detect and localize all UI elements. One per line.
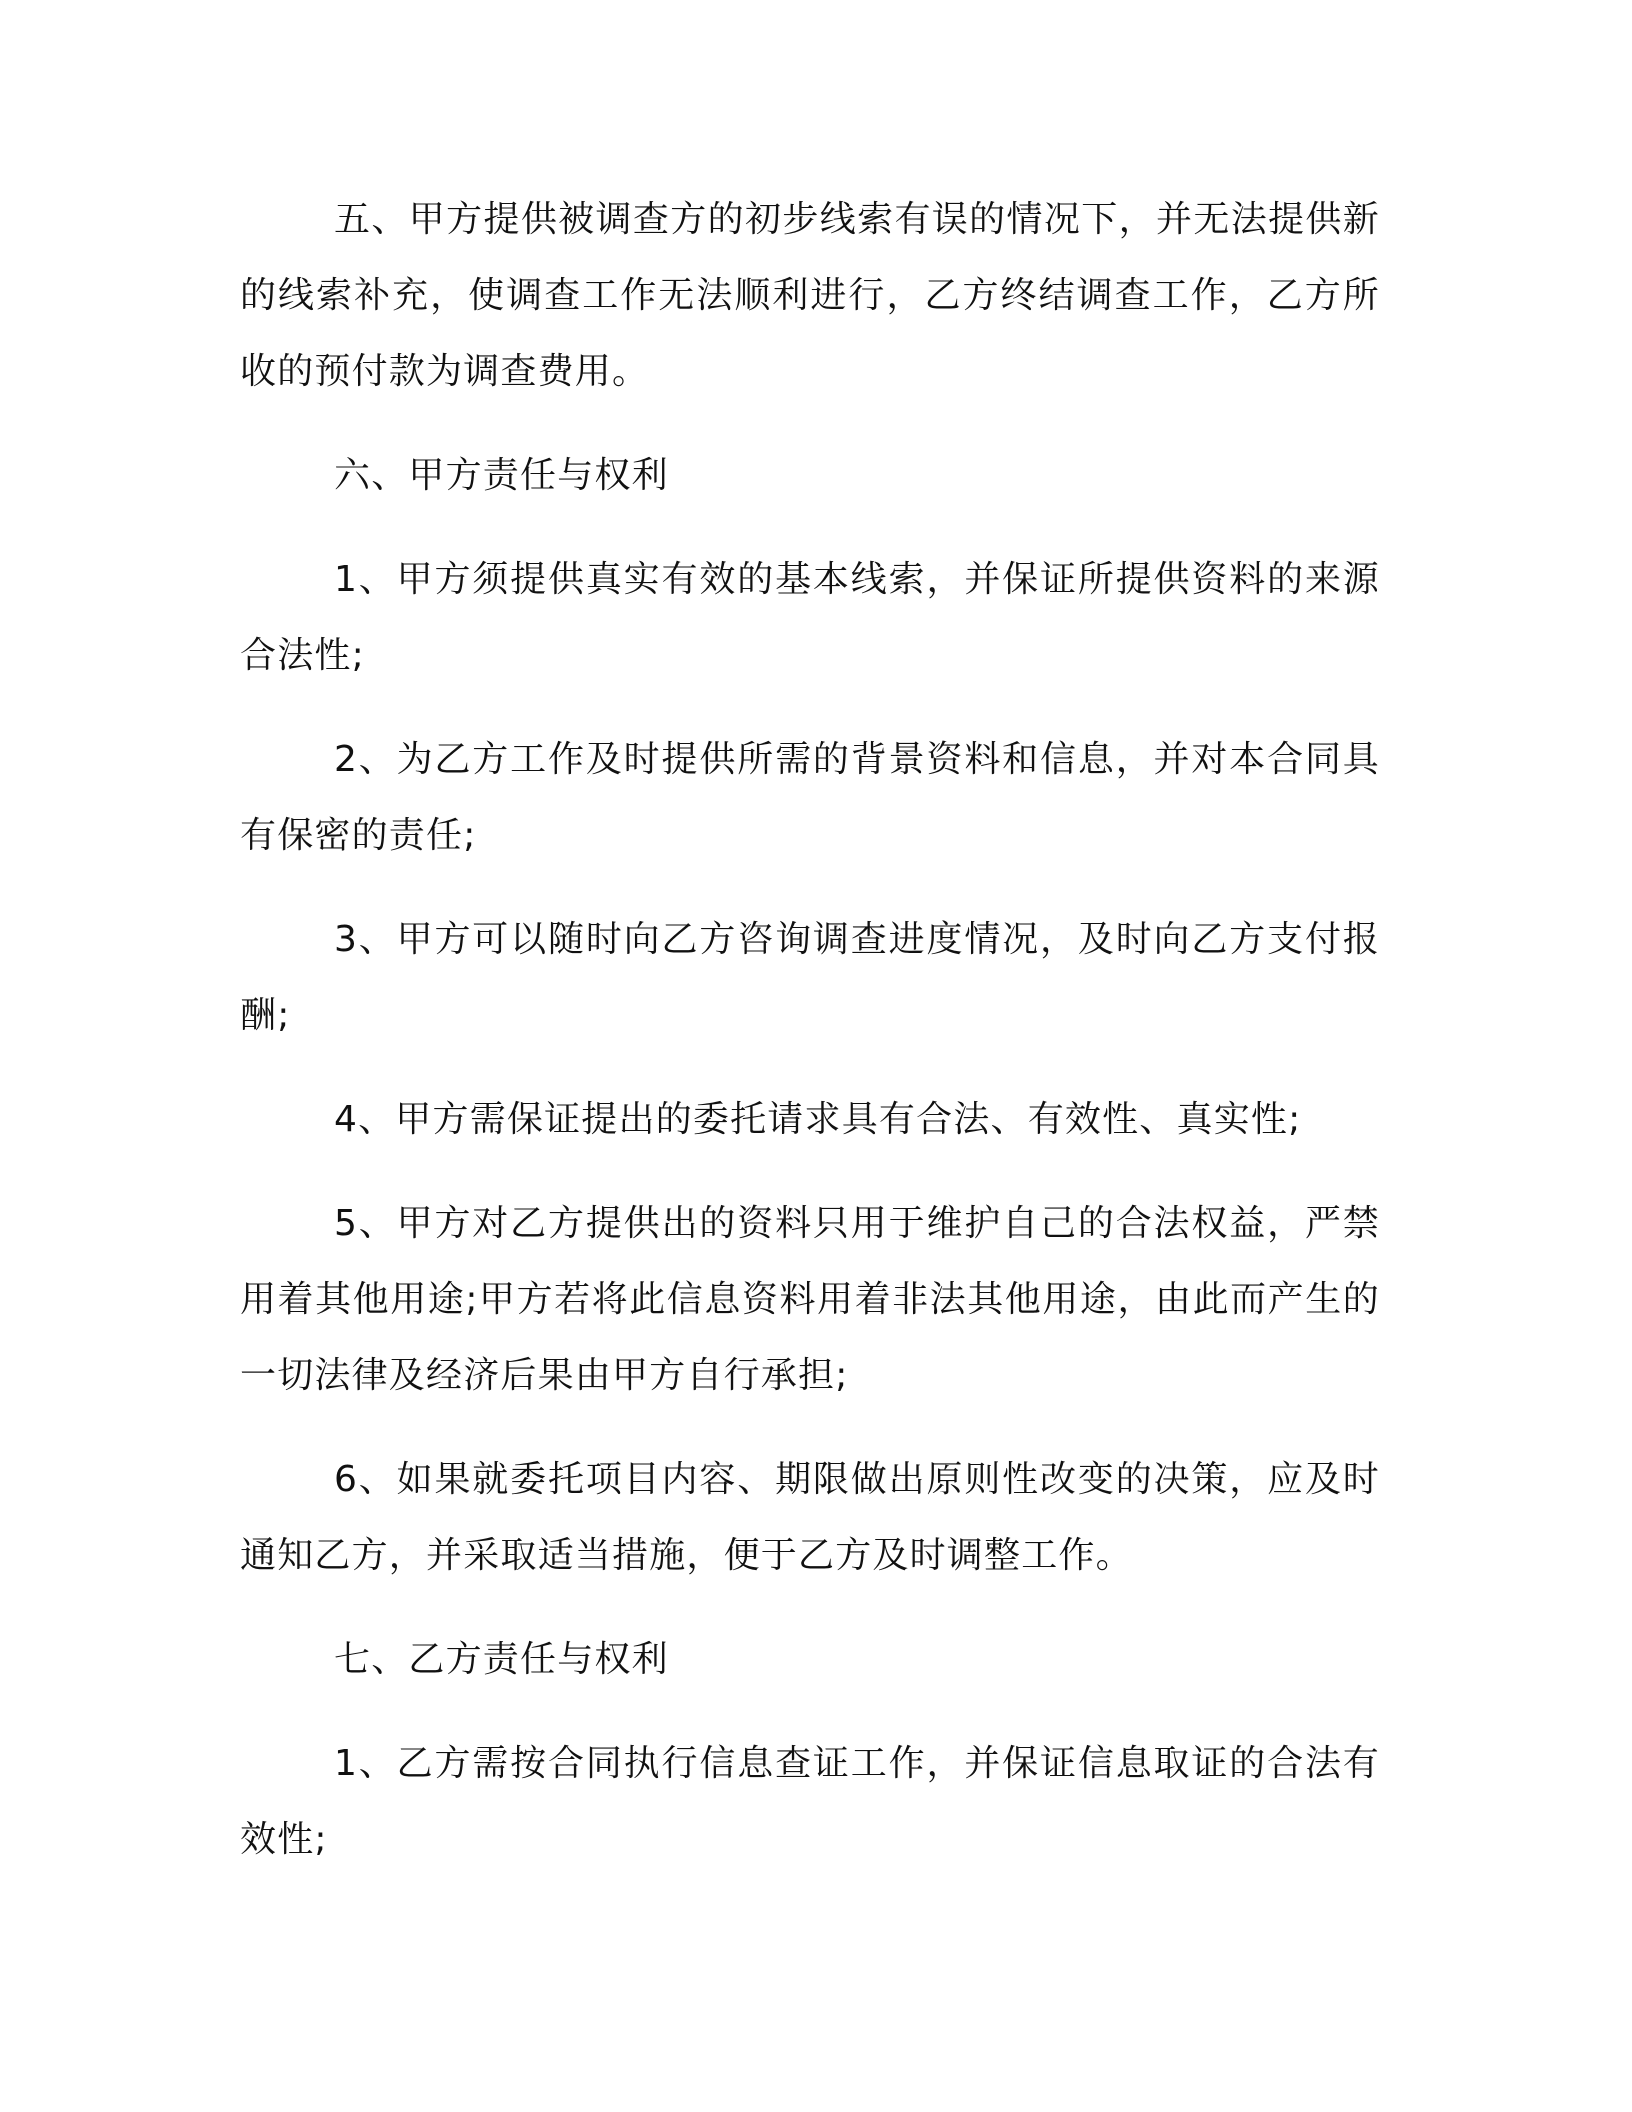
section-6-item-4: 4、甲方需保证提出的委托请求具有合法、有效性、真实性; <box>334 1099 1302 1140</box>
section-6-item-6: 6、如果就委托项目内容、期限做出原则性改变的决策，应及时通知乙方，并采取适当措施，便于乙方及时调整工作。 <box>240 1459 1380 1576</box>
section-7-item-1: 1、乙方需按合同执行信息查证工作，并保证信息取证的合法有效性; <box>240 1743 1380 1860</box>
clause-5-paragraph: 五、甲方提供被调查方的初步线索有误的情况下，并无法提供新的线索补充，使调查工作无法顺利进行，乙方终结调查工作，乙方所收的预付款为调查费用。 <box>240 199 1380 392</box>
document-body <box>240 182 1380 1906</box>
section-6-item-2: 2、为乙方工作及时提供所需的背景资料和信息，并对本合同具有保密的责任; <box>240 739 1380 856</box>
section-6-item-1: 1、甲方须提供真实有效的基本线索，并保证所提供资料的来源合法性; <box>240 559 1380 676</box>
section-6-item-3: 3、甲方可以随时向乙方咨询调查进度情况，及时向乙方支付报酬; <box>240 919 1380 1036</box>
section-6-item-5: 5、甲方对乙方提供出的资料只用于维护自己的合法权益，严禁用着其他用途;甲方若将此信息资料用着非法其他用途，由此而产生的一切法律及经济后果由甲方自行承担; <box>240 1203 1380 1396</box>
section-7-heading: 七、乙方责任与权利 <box>334 1639 669 1680</box>
section-6-heading: 六、甲方责任与权利 <box>334 455 669 496</box>
